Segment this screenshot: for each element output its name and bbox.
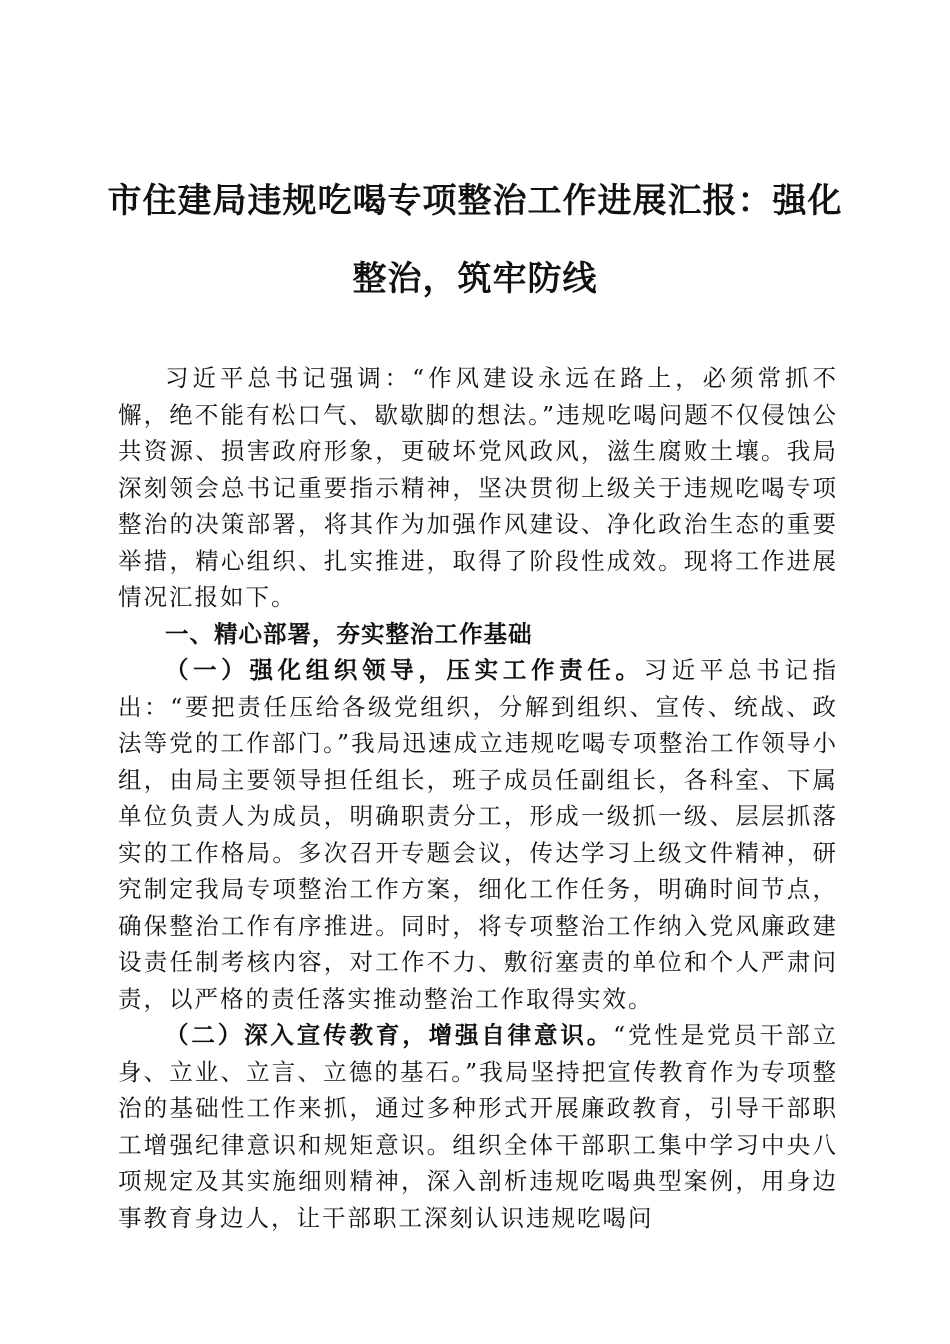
document-body <box>118 360 838 1236</box>
document-title: 市住建局违规吃喝专项整治工作进展汇报：强化整治，筑牢防线 <box>107 181 843 299</box>
item-1-text: 习近平总书记指出：“要把责任压给各级党组织，分解到组织、宣传、统战、政法等党的工作部门。”我局迅速成立违规吃喝专项整治工作领导小组，由局主要领导担任组长，班子成员任副组长，各科室、下属单位负责人为成员，明确职责分工，形成一级抓一级、层层抓落实的工作格局。多次召开专题会议，传达学习上级文件精神，研究制定我局专项整治工作方案，细化工作任务，明确时间节点，确保整治工作有序推进。同时，将专项整治工作纳入党风廉政建设责任制考核内容，对工作不力、敷衍塞责的单位和个人严肃问责，以严格的责任落实推动整治工作取得实效。 <box>118 656 839 1013</box>
paragraph-item-2 <box>118 1017 838 1236</box>
item-2-lead: （二）深入宣传教育，增强自律意识。 <box>165 1021 614 1049</box>
paragraph-item-1 <box>118 652 838 1017</box>
intro-paragraph: 习近平总书记强调：“作风建设永远在路上，必须常抓不懈，绝不能有松口气、歇歇脚的想法。”违规吃喝问题不仅侵蚀公共资源、损害政府形象，更破坏党风政风，滋生腐败土壤。我局深刻领会总书记重要指示精神，坚决贯彻上级关于违规吃喝专项整治的决策部署，将其作为加强作风建设、净化政治生态的重要举措，精心组织、扎实推进，取得了阶段性成效。现将工作进展情况汇报如下。 <box>118 364 838 611</box>
item-2-text: “党性是党员干部立身、立业、立言、立德的基石。”我局坚持把宣传教育作为专项整治的基础性工作来抓，通过多种形式开展廉政教育，引导干部职工增强纪律意识和规矩意识。组织全体干部职工集中学习中央八项规定及其实施细则精神，深入剖析违规吃喝典型案例，用身边事教育身边人，让干部职工深刻认识违规吃喝问 <box>118 1021 838 1232</box>
section-heading: 一、精心部署，夯实整治工作基础 <box>165 619 533 648</box>
item-1-lead: （一）强化组织领导，压实工作责任。 <box>165 656 644 684</box>
